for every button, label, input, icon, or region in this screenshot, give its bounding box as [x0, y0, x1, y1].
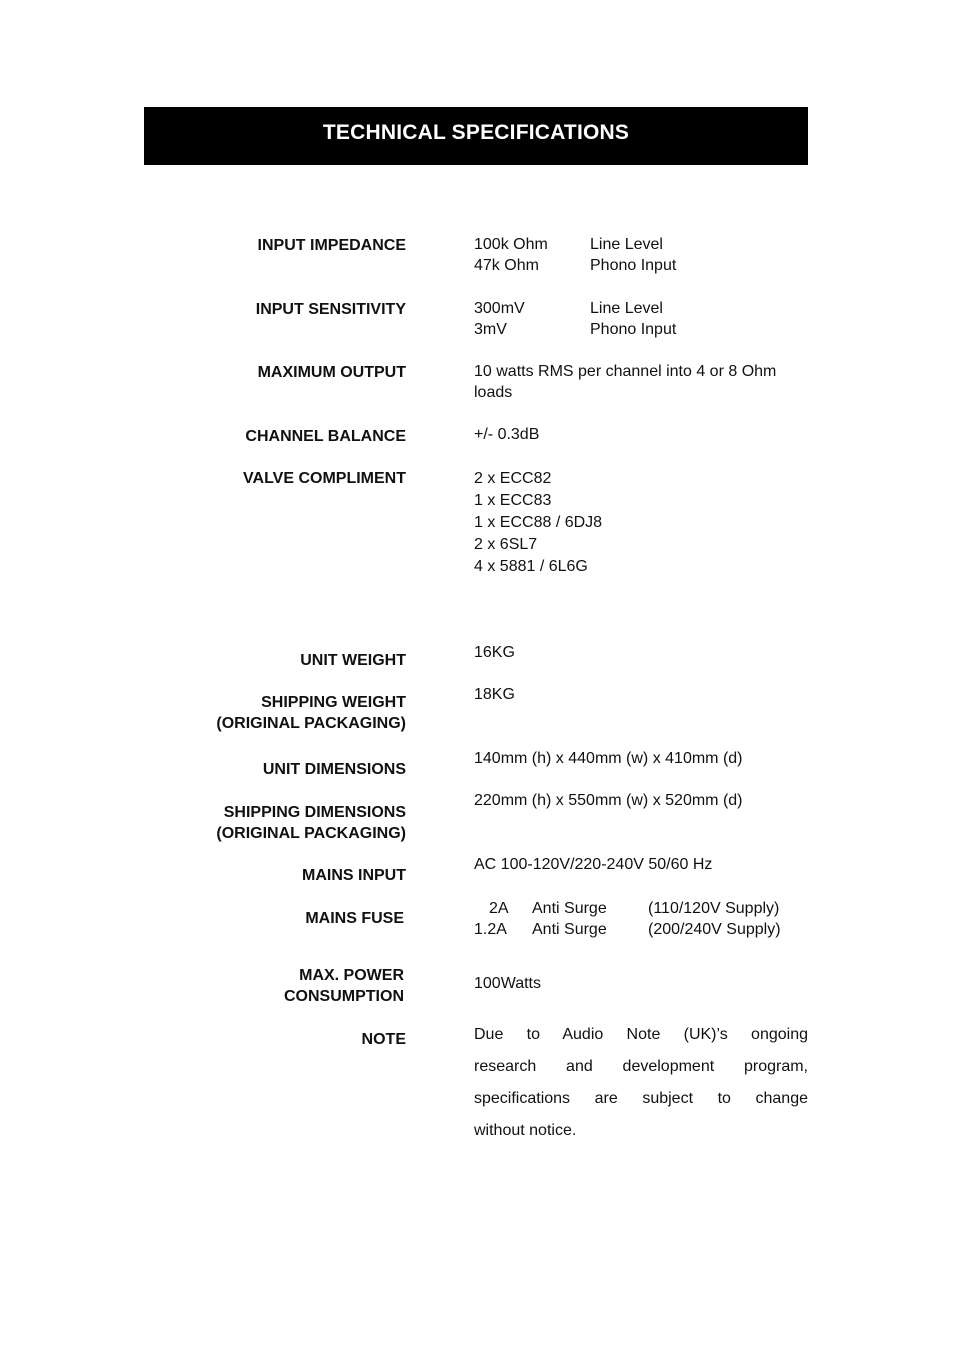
input-sensitivity-phono-desc: Phono Input — [590, 321, 677, 338]
shipping-weight-label — [126, 692, 406, 734]
valve-item: 1 x ECC88 / 6DJ8 — [474, 514, 603, 531]
valve-item: 2 x 6SL7 — [474, 536, 538, 553]
maximum-output-line-2: loads — [474, 384, 513, 401]
note-line-4: without notice. — [474, 1122, 577, 1139]
maximum-output-label: MAXIMUM OUTPUT — [257, 364, 406, 381]
input-sensitivity-label: INPUT SENSITIVITY — [255, 301, 406, 318]
valve-compliment-label: VALVE COMPLIMENT — [243, 470, 406, 487]
input-impedance-phono-desc: Phono Input — [590, 257, 677, 274]
valve-item: 4 x 5881 / 6L6G — [474, 558, 588, 575]
input-impedance-line-value: 100k Ohm — [474, 236, 548, 253]
input-sensitivity-phono-value: 3mV — [474, 321, 507, 338]
maximum-output-value — [474, 361, 776, 403]
input-sensitivity-line-value: 300mV — [474, 300, 525, 317]
shipping-dimensions-label-line-1: SHIPPING DIMENSIONS — [223, 804, 406, 821]
max-power-value: 100Watts — [474, 975, 541, 992]
mains-fuse-label: MAINS FUSE — [305, 910, 404, 927]
unit-weight-label: UNIT WEIGHT — [300, 652, 406, 669]
unit-dimensions-value: 140mm (h) x 440mm (w) x 410mm (d) — [474, 750, 743, 767]
note-text — [474, 1019, 808, 1147]
input-impedance-value — [474, 234, 676, 276]
max-power-label — [124, 965, 404, 1007]
fuse-amps: 2A — [489, 900, 509, 917]
valve-item: 2 x ECC82 — [474, 470, 552, 487]
valve-compliment-list — [474, 468, 602, 578]
input-sensitivity-line-desc: Line Level — [590, 300, 663, 317]
mains-input-value: AC 100-120V/220-240V 50/60 Hz — [474, 856, 713, 873]
fuse-supply: (200/240V Supply) — [648, 921, 781, 938]
channel-balance-label: CHANNEL BALANCE — [245, 428, 406, 445]
unit-weight-value: 16KG — [474, 644, 515, 661]
shipping-dimensions-label-line-2: (ORIGINAL PACKAGING) — [216, 825, 406, 842]
fuse-supply: (110/120V Supply) — [648, 900, 780, 917]
input-impedance-phono-value: 47k Ohm — [474, 257, 539, 274]
channel-balance-value: +/- 0.3dB — [474, 426, 540, 443]
shipping-weight-label-line-1: SHIPPING WEIGHT — [261, 694, 406, 711]
note-line-2: research and development program, — [474, 1058, 808, 1075]
maximum-output-line-1: 10 watts RMS per channel into 4 or 8 Ohm — [474, 363, 777, 380]
input-impedance-label: INPUT IMPEDANCE — [257, 237, 406, 254]
fuse-type: Anti Surge — [532, 921, 607, 938]
shipping-dimensions-value: 220mm (h) x 550mm (w) x 520mm (d) — [474, 792, 743, 809]
input-sensitivity-value — [474, 298, 676, 340]
mains-input-label: MAINS INPUT — [302, 867, 406, 884]
max-power-label-line-2: CONSUMPTION — [284, 988, 404, 1005]
note-line-1: Due to Audio Note (UK)’s ongoing — [474, 1026, 808, 1043]
note-label: NOTE — [361, 1031, 406, 1048]
fuse-amps: 1.2A — [474, 921, 507, 938]
page-title: TECHNICAL SPECIFICATIONS — [322, 121, 630, 144]
fuse-type: Anti Surge — [532, 900, 607, 917]
valve-item: 1 x ECC83 — [474, 492, 552, 509]
shipping-dimensions-label — [126, 802, 406, 844]
note-line-3: specifications are subject to change — [474, 1090, 808, 1107]
shipping-weight-label-line-2: (ORIGINAL PACKAGING) — [216, 715, 406, 732]
shipping-weight-value: 18KG — [474, 686, 515, 703]
input-impedance-line-desc: Line Level — [590, 236, 663, 253]
mains-fuse-value — [474, 898, 781, 940]
unit-dimensions-label: UNIT DIMENSIONS — [262, 761, 406, 778]
max-power-label-line-1: MAX. POWER — [299, 967, 404, 984]
title-banner — [144, 107, 808, 165]
